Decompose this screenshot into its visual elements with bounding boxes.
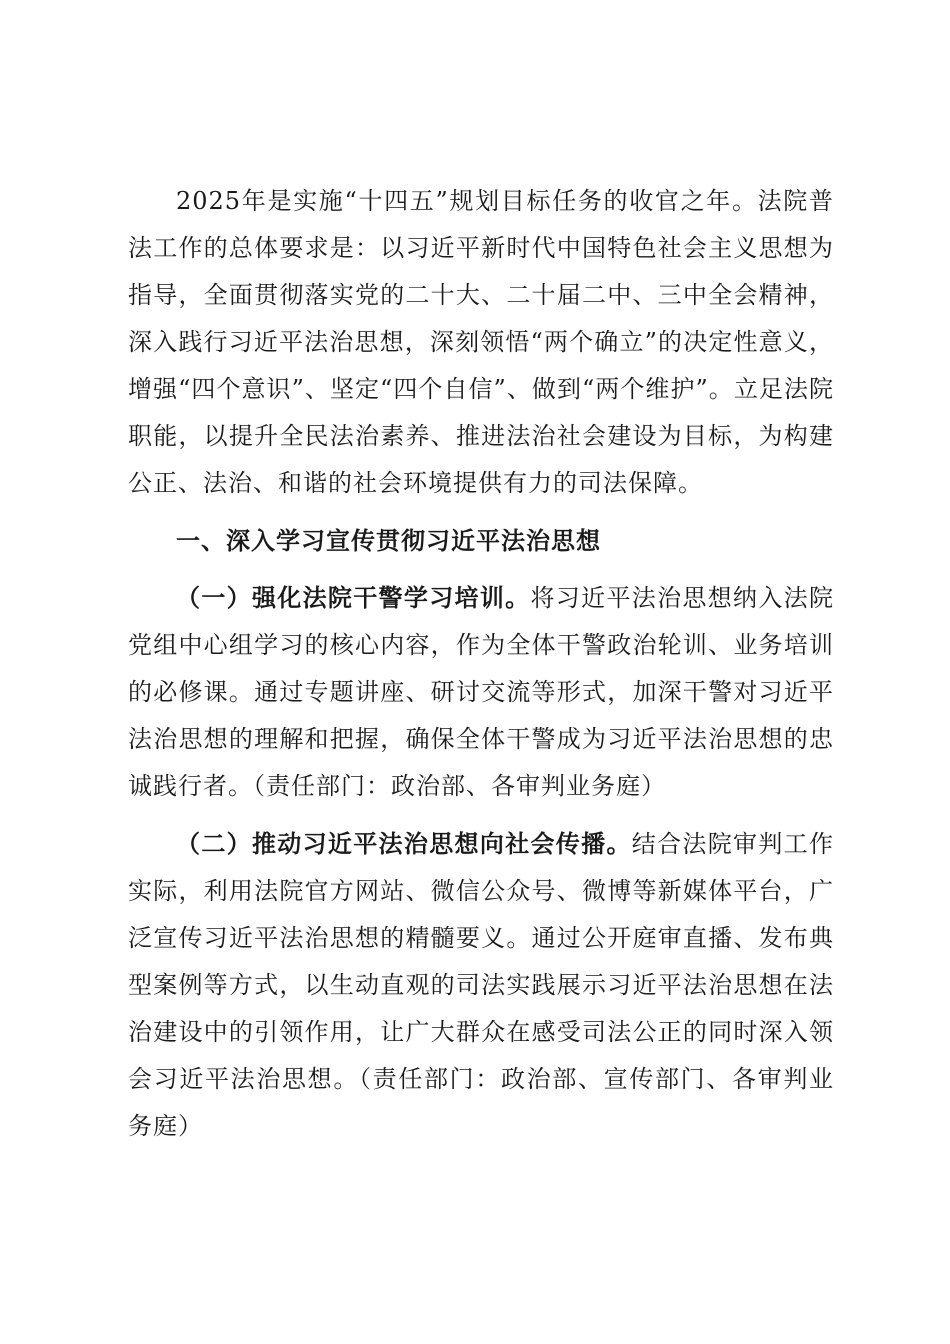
item-2-lead: （二）推动习近平法治思想向社会传播。 [176,829,632,858]
section-heading: 一、深入学习宣传贯彻习近平法治思想 [176,526,601,555]
item-1-lead: （一）强化法院干警学习培训。 [176,583,531,612]
item-2-body: 结合法院审判工作实际，利用法院官方网站、微信公众号、微博等新媒体平台，广泛宣传习近平法治思想的精髓要义。通过公开庭审直播、发布典型案例等方式，以生动直观的司法实践展示习近平法治思想在法治建设中的引领作用，让广大群众在感受司法公正的同时深入领会习近平法治思想。（责任部门：政治部、宣传部门、各审判业务庭） [128,830,835,1140]
item-2-paragraph [128,820,834,1150]
item-1-body: 将习近平法治思想纳入法院党组中心组学习的核心内容，作为全体干警政治轮训、业务培训的必修课。通过专题讲座、研讨交流等形式，加深干警对习近平法治思想的理解和把握，确保全体干警成为习近平法治思想的忠诚践行者。（责任部门：政治部、各审判业务庭） [128,584,835,800]
item-1-paragraph [128,574,834,810]
document-body [128,178,834,1150]
intro-paragraph: 2025年是实施“十四五”规划目标任务的收官之年。法院普法工作的总体要求是：以习近平新时代中国特色社会主义思想为指导，全面贯彻落实党的二十大、二十届二中、三中全会精神，深入践行习近平法治思想，深刻领悟“两个确立”的决定性意义，增强“四个意识”、坚定“四个自信”、做到“两个维护”。立足法院职能，以提升全民法治素养、推进法治社会建设为目标，为构建公正、法治、和谐的社会环境提供有力的司法保障。 [128,187,834,497]
